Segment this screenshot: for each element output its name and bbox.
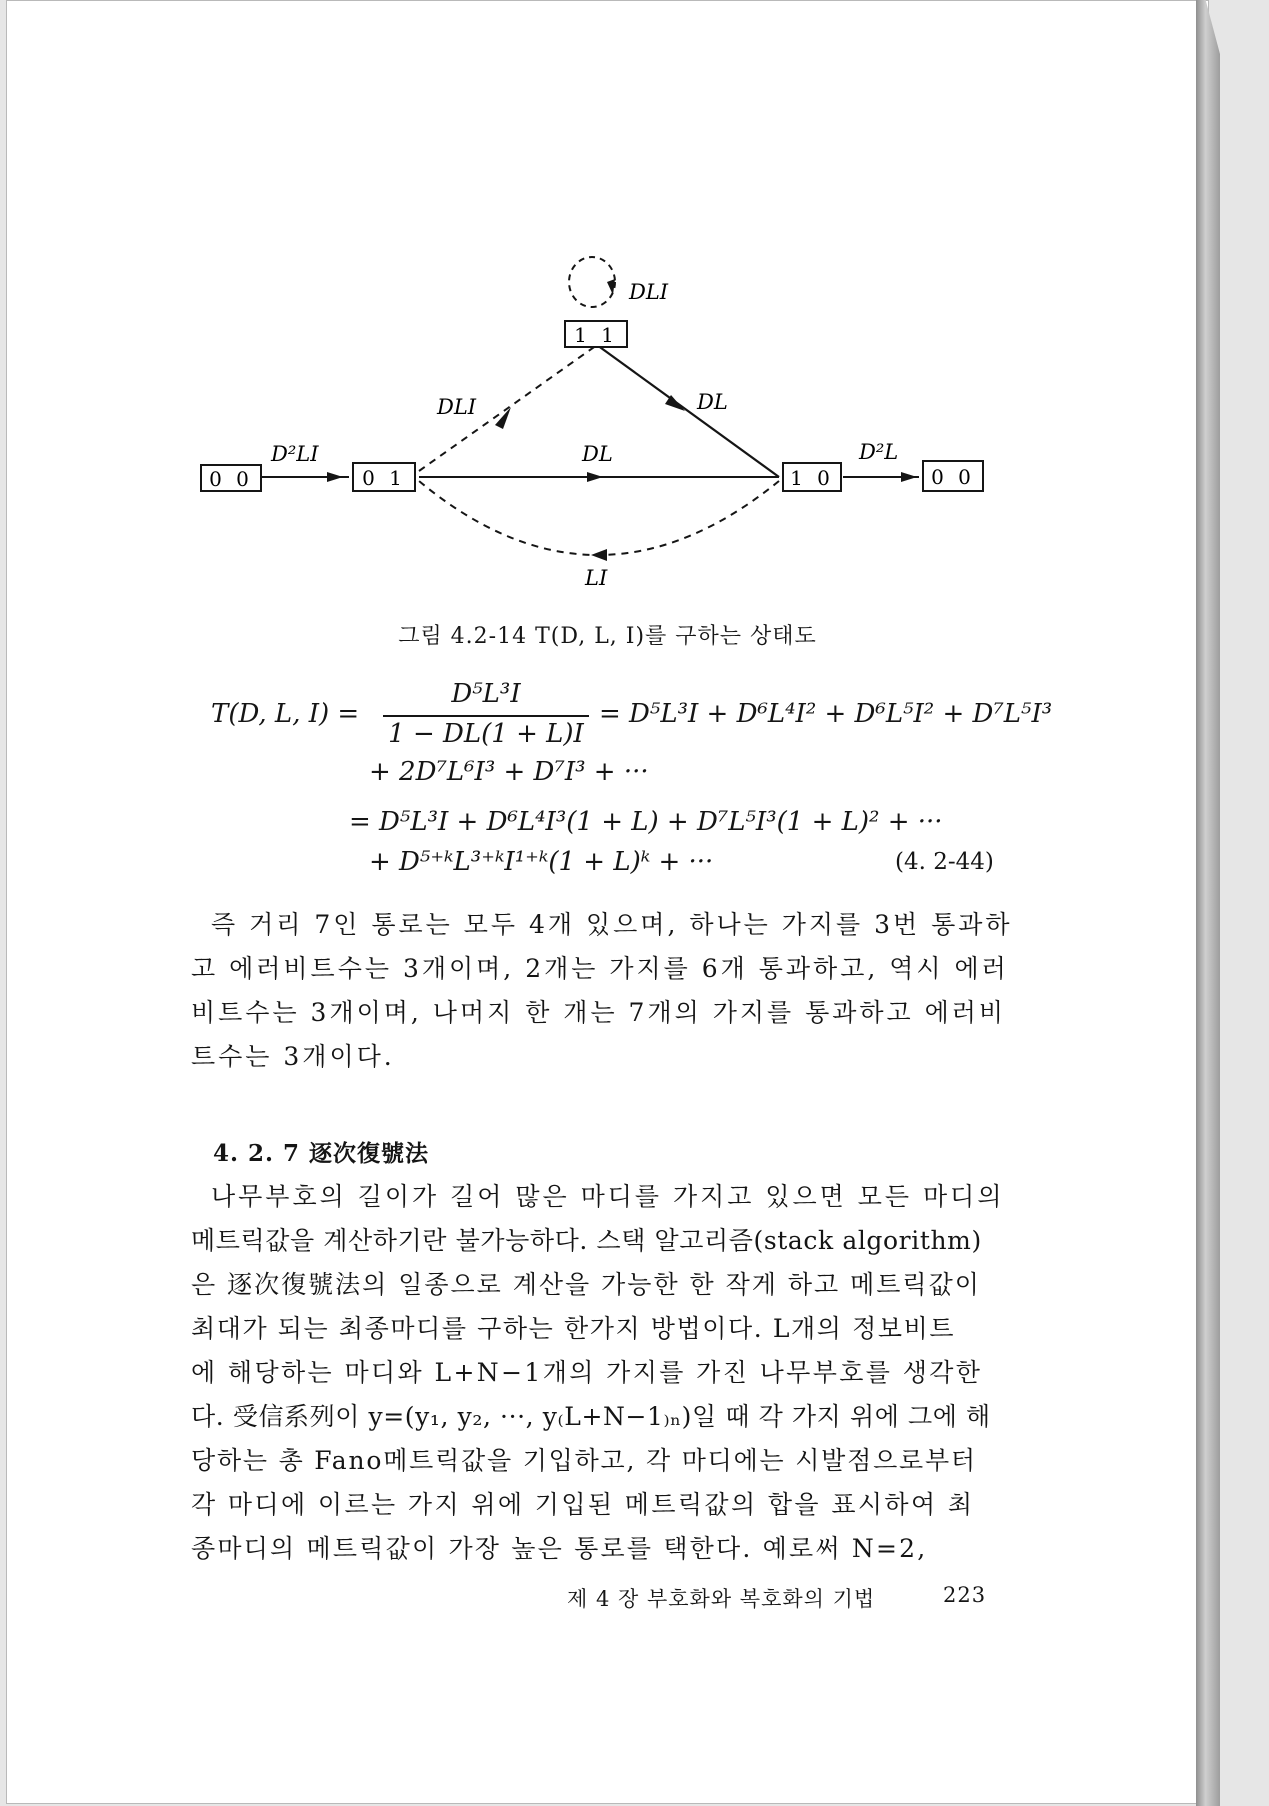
state-label-10: 1 0 bbox=[790, 466, 834, 490]
state-label-00-left: 0 0 bbox=[209, 467, 253, 491]
equation-lhs: T(D, L, I) = bbox=[211, 699, 360, 729]
book-page bbox=[6, 0, 1209, 1804]
edge-10-01 bbox=[419, 481, 779, 555]
equation-line4: + D⁵⁺ᵏL³⁺ᵏI¹⁺ᵏ(1 + L)ᵏ + ··· bbox=[369, 847, 714, 877]
paragraph1-line4: 트수는 3개이다. bbox=[191, 1042, 395, 1071]
paragraph2-line2: 메트릭값을 계산하기란 불가능하다. 스택 알고리즘(stack algorithm) bbox=[191, 1226, 982, 1255]
state-diagram bbox=[187, 249, 1007, 589]
chapter-title: 제 4 장 부호화와 복호화의 기법 bbox=[567, 1587, 876, 1611]
paragraph2-line6: 다. 受信系列이 y=(y₁, y₂, ···, y₍L+N−1₎ₙ)일 때 각 가지 위에 그에 해 bbox=[191, 1402, 991, 1431]
paragraph2-line1: 나무부호의 길이가 길어 많은 마디를 가지고 있으면 모든 마디의 bbox=[211, 1182, 1005, 1211]
edge-10-01-arrow-icon bbox=[591, 549, 607, 561]
state-label-11: 1 1 bbox=[574, 323, 618, 347]
edge-label-11-self: DLI bbox=[629, 280, 669, 304]
paragraph2-line9: 종마디의 메트릭값이 가장 높은 통로를 택한다. 예로써 N=2, bbox=[191, 1534, 928, 1563]
equation-number: (4. 2-44) bbox=[895, 849, 994, 875]
paragraph1-line1: 즉 거리 7인 통로는 모두 4개 있으며, 하나는 가지를 3번 통과하 bbox=[211, 910, 1013, 939]
section-heading: 4. 2. 7 逐次復號法 bbox=[213, 1140, 430, 1167]
edge-label-01-11: DLI bbox=[437, 395, 477, 419]
fraction-bar bbox=[383, 715, 589, 717]
equation-line1-rhs: = D⁵L³I + D⁶L⁴I² + D⁶L⁵I² + D⁷L⁵I³ bbox=[599, 699, 1053, 729]
paragraph2-line5: 에 해당하는 마디와 L+N−1개의 가지를 가진 나무부호를 생각한 bbox=[191, 1358, 983, 1387]
page-edge-shadow bbox=[1196, 0, 1220, 1806]
edge-label-10-01: LI bbox=[585, 566, 608, 589]
edge-11-self-arrow-icon bbox=[607, 279, 615, 295]
edge-01-10-arrow-icon bbox=[587, 472, 603, 482]
paragraph2-line4: 최대가 되는 최종마디를 구하는 한가지 방법이다. L개의 정보비트 bbox=[191, 1314, 956, 1343]
paragraph1-line3: 비트수는 3개이며, 나머지 한 개는 7개의 가지를 통과하고 에러비 bbox=[191, 998, 1007, 1027]
state-label-00-right: 0 0 bbox=[931, 465, 975, 489]
figure-caption: 그림 4.2-14 T(D, L, I)를 구하는 상태도 bbox=[398, 624, 817, 649]
edge-01-11-arrow-icon bbox=[495, 407, 511, 429]
equation-line3: = D⁵L³I + D⁶L⁴I³(1 + L) + D⁷L⁵I³(1 + L)² + ··· bbox=[349, 807, 943, 837]
equation-line2: + 2D⁷L⁶I³ + D⁷I³ + ··· bbox=[369, 757, 649, 787]
state-label-01: 0 1 bbox=[362, 466, 406, 490]
edge-label-11-10: DL bbox=[697, 390, 728, 414]
edge-label-01-10: DL bbox=[582, 442, 613, 466]
edge-00-01-arrow-icon bbox=[327, 472, 343, 482]
page-number: 223 bbox=[943, 1583, 987, 1607]
edge-label-00-01: D²LI bbox=[271, 442, 319, 466]
paragraph2-line8: 각 마디에 이르는 가지 위에 기입된 메트릭값의 합을 표시하여 최 bbox=[191, 1490, 975, 1519]
paragraph2-line3: 은 逐次復號法의 일종으로 계산을 가능한 한 작게 하고 메트릭값이 bbox=[191, 1270, 981, 1299]
paragraph2-line7: 당하는 총 Fano메트릭값을 기입하고, 각 마디에는 시발점으로부터 bbox=[191, 1446, 977, 1475]
edge-10-00-arrow-icon bbox=[901, 472, 917, 482]
equation-denominator: 1 − DL(1 + L)I bbox=[388, 719, 584, 749]
edge-label-10-00: D²L bbox=[859, 440, 899, 464]
equation-numerator: D⁵L³I bbox=[451, 679, 521, 709]
paragraph1-line2: 고 에러비트수는 3개이며, 2개는 가지를 6개 통과하고, 역시 에러 bbox=[191, 954, 1009, 983]
edge-11-10 bbox=[597, 345, 779, 477]
